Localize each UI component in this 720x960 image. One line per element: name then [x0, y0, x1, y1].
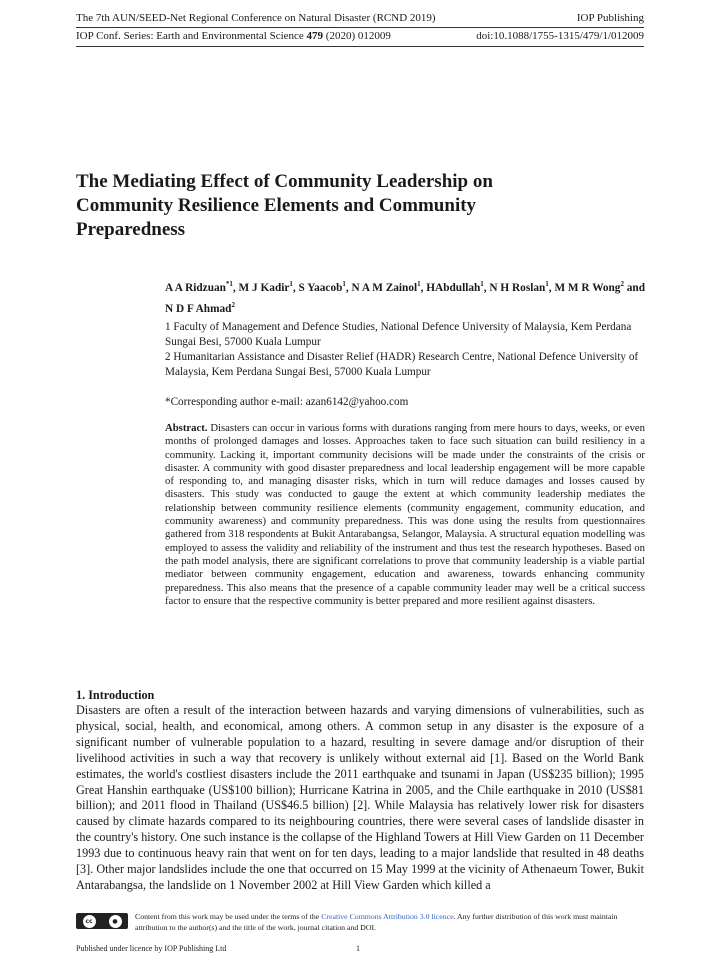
section-body: Disasters are often a result of the interaction between hazards and varying dimensions of vulnerabilities, such as physical, social, health, and economical, among others. A common setup in any disaster is the exposure of a significant number of vulnerable population to a hazard, resulting in severe damage and/or disruption of their livelihood activities in such a way that recovery is unlikely without external aid [1]. Based on the World Bank estimates, the world's costliest disasters include the 2011 earthquake and tsunami in Japan (US$235 billion); 1995 Great Hanshin earthquake (US$100 billion); Hurricane Katrina in 2005, and the Chile earthquake in 2010 (US$81 billion); and 2011 flood in Thailand (US$46.5 billion) [2]. While Malaysia has relatively lower risk for disasters caused by climate hazards compared to its neighbouring countries, there were several cases of landslide disaster in the country's history. One such instance is the collapse of the Highland Towers at Hill View Garden on 11 December 1993 due to continuous heavy rain that went on for ten days, leading to a major landslide that resulted in 48 deaths [3]. Other major landslides include the one that occurred on 15 May 1999 at the vicinity of Athenaeum Tower, Bukit Antarabangsa, the landslide on 1 November 2002 at Hill View Garden which killed a	[76, 703, 644, 892]
attribution-icon: ●	[109, 915, 122, 928]
doi[interactable]: doi:10.1088/1755-1315/479/1/012009	[476, 30, 644, 42]
conference-name: The 7th AUN/SEED-Net Regional Conference on Natural Disaster (RCND 2019)	[76, 12, 436, 24]
published-by: Published under licence by IOP Publishing Ltd	[76, 944, 227, 953]
license-note	[135, 911, 645, 933]
corresponding-author: *Corresponding author e-mail: azan6142@yahoo.com	[165, 396, 409, 408]
abstract	[165, 422, 645, 608]
volume-number: 479	[306, 30, 324, 42]
affiliation-1: 1 Faculty of Management and Defence Studies, National Defence University of Malaysia, Kem Perdana Sungai Besi, 57000 Kuala Lumpur	[165, 321, 632, 348]
header-rule-bottom	[76, 46, 644, 47]
license-post: . Any further distribution of this work must maintain attribution to the author(s) and the title of the work, journal citation and DOI.	[135, 912, 618, 932]
paper-title: The Mediating Effect of Community Leadership on Community Resilience Elements and Community Preparedness	[76, 171, 493, 240]
series-prefix: IOP Conf. Series: Earth and Environmental Science	[76, 30, 307, 42]
journal-series	[76, 30, 391, 42]
creative-commons-icon	[76, 913, 128, 929]
abstract-text: Disasters can occur in various forms with durations ranging from mere hours to days, weeks, or even months of prolonged damages and losses. Approaches taken to face such situation can build resiliency in a community. Lacking it, important community decisions will be made under the constraints of the crisis or disaster. A community with good disaster preparedness and local leadership engagement will be more capable of responding to, and managing disaster risks, which in turn will reduce damages and losses caused by disasters. This study was conducted to gauge the extent at which community leadership mediates the relationship between community resilience elements (community engagement, community education, and community awareness) and community preparedness. This was done using the results from questionnaires gathered from 318 respondents at Bukit Antarabangsa, Selangor, Malaysia. A structural equation modelling was employed to assess the validity and reliability of the instrument and thus test the research hypotheses. Based on the path model analysis, there are significant correlations to prove that community leadership is a viable partial mediator between community engagement, education and awareness, towards enhancing community preparedness. This also means that the presence of a capable community leader may well be a critical success factor to ensure that the respective community is better prepared and more resilient against disasters.	[165, 422, 645, 607]
cc-badge-icon: cc	[83, 915, 96, 928]
series-suffix: (2020) 012009	[323, 30, 391, 42]
license-pre: Content from this work may be used under the terms of the	[135, 912, 322, 921]
page-number: 1	[356, 944, 360, 953]
publisher-name: IOP Publishing	[576, 12, 644, 24]
header-rule-top	[76, 27, 644, 28]
license-link[interactable]: Creative Commons Attribution 3.0 licence	[321, 912, 454, 921]
section-heading: 1. Introduction	[76, 688, 155, 702]
abstract-label: Abstract.	[165, 422, 208, 434]
author-list: A A Ridzuan$^{*1}$, M J Kadir$^1$, S Yaacob$^1$, N A M Zainol$^1$, HAbdullah$^1$, N H Roslan$^1$, M M R Wong$^2$ and N D F Ahmad$^2$	[165, 280, 645, 315]
affiliation-2: 2 Humanitarian Assistance and Disaster Relief (HADR) Research Centre, National Defence University of Malaysia, Kem Perdana Sungai Besi, 57000 Kuala Lumpur	[165, 351, 639, 378]
